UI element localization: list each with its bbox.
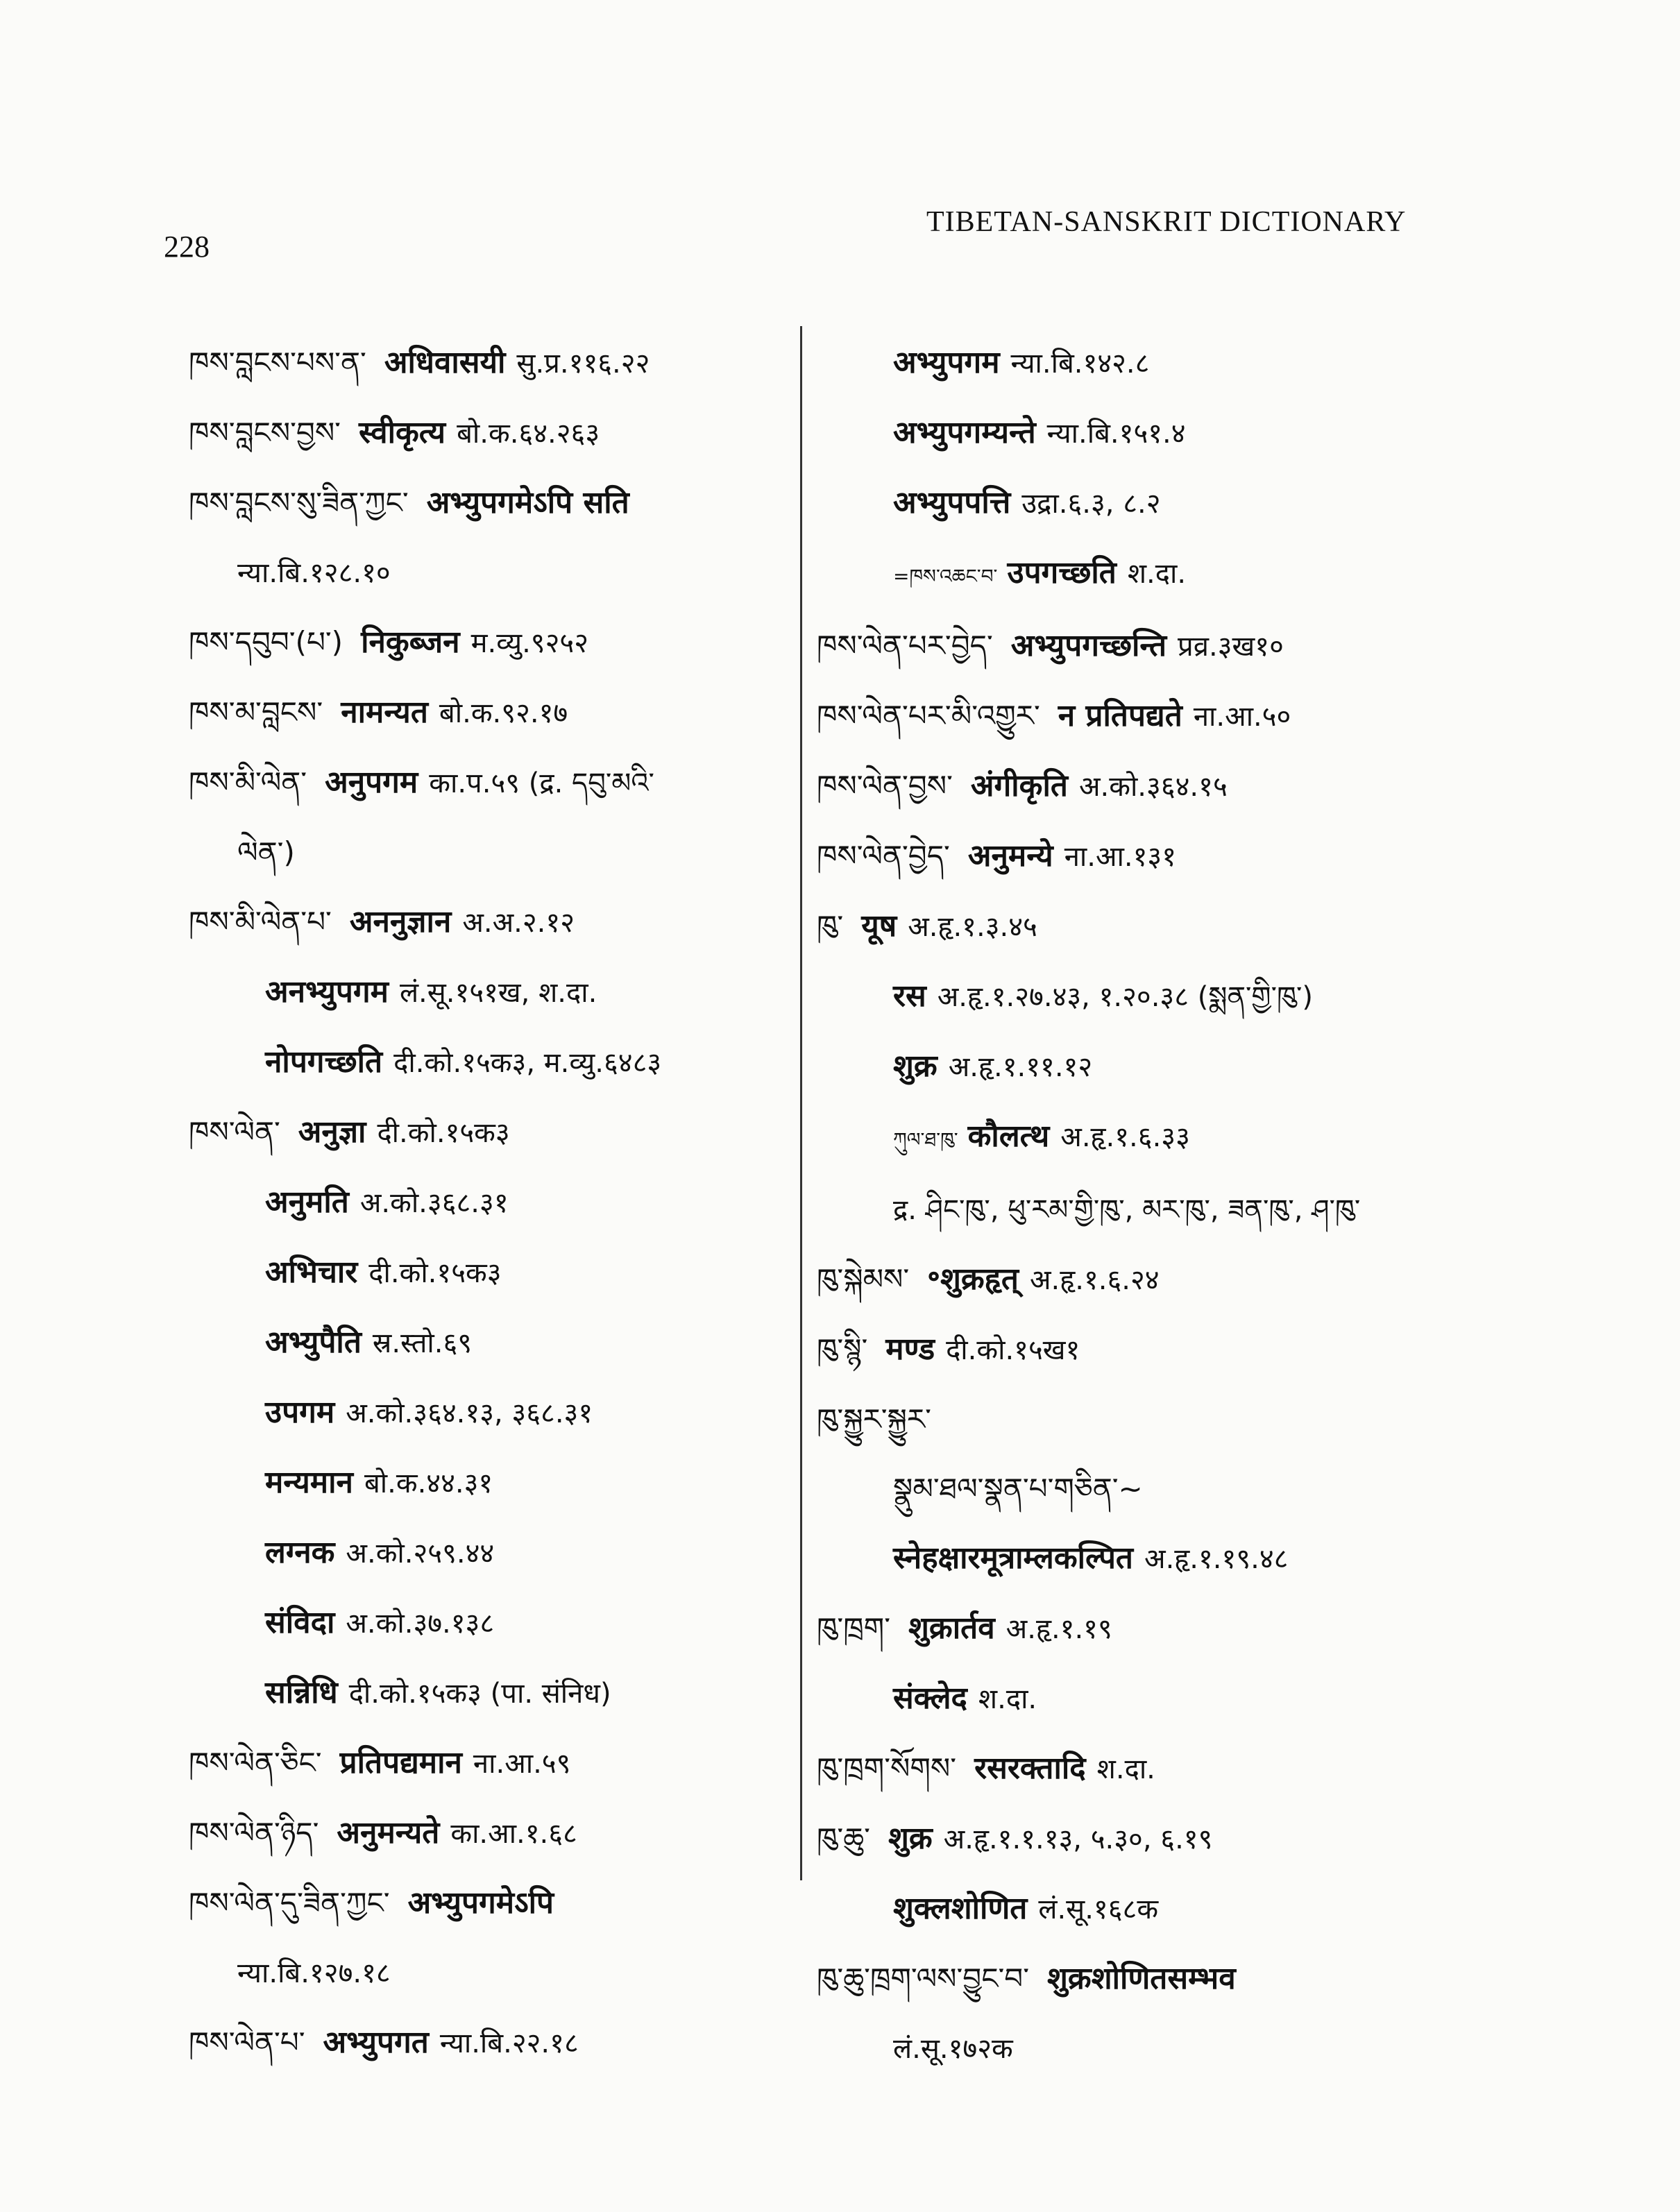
- dictionary-entry: [189, 479, 786, 597]
- entry-headline: [817, 832, 1636, 881]
- dictionary-entry: [817, 1395, 1636, 1583]
- dictionary-entry: [189, 898, 786, 1087]
- tibetan-headword: ཁས་ལེན་ཅིང་: [189, 1746, 322, 1780]
- entry-headline: [189, 479, 786, 527]
- page-number: 228: [164, 230, 210, 264]
- sanskrit-equivalent: रसरक्तादि: [974, 1751, 1086, 1786]
- tibetan-headword: ཁུ་སྐྱུར་སྐྱུར་: [817, 1402, 931, 1436]
- tibetan-headword: ཁས་ལེན་པ་: [189, 2025, 305, 2059]
- entry-headline: [817, 1955, 1636, 2003]
- entry-subline: [189, 1599, 786, 1648]
- dictionary-entry: [817, 692, 1636, 741]
- sanskrit-equivalent: अंगीकृति: [970, 768, 1068, 803]
- sanskrit-equivalent: यूष: [861, 908, 897, 944]
- entry-subline: [189, 1529, 786, 1578]
- dictionary-entry: [189, 409, 786, 458]
- source-reference: न्या.बि.१४२.८: [1010, 348, 1150, 380]
- sanskrit-equivalent: अभ्युपगम्यन्ते: [893, 415, 1036, 450]
- sanskrit-equivalent: अभ्युपगच्छन्ति: [1010, 628, 1167, 663]
- entry-headline: [817, 339, 1636, 388]
- tibetan-headword: ཁུ་ཁྲག་: [817, 1611, 891, 1645]
- source-reference: बो.क.९२.१७: [439, 697, 568, 729]
- sanskrit-equivalent: नोपगच्छति: [265, 1044, 383, 1080]
- sanskrit-equivalent: रस: [893, 978, 926, 1014]
- source-reference: अ.हृ.१.६.२४: [1029, 1264, 1160, 1296]
- sanskrit-equivalent: अनुमन्ये: [967, 838, 1053, 874]
- source-reference: लं.सू.१५१ख, श.दा.: [399, 977, 597, 1009]
- source-reference: दी.को.१५क३, म.व्यु.६४८३: [393, 1047, 662, 1079]
- sanskrit-equivalent: अनुज्ञा: [298, 1114, 366, 1150]
- sanskrit-equivalent: अभ्युपगम: [893, 345, 1000, 380]
- tibetan-headword: ཁུ་སྐེམས་: [817, 1262, 910, 1296]
- sanskrit-equivalent: अनभ्युपगम: [265, 974, 389, 1010]
- source-reference: न्या.बि.१५१.४: [1046, 418, 1186, 450]
- entry-headline: [189, 1739, 786, 1788]
- tibetan-headword: ཁས་ལེན་: [189, 1115, 280, 1149]
- entry-subline: [189, 1038, 786, 1087]
- tibetan-headword: ཁས་ལེན་བྱེད་: [817, 839, 950, 873]
- entry-headline: [817, 1744, 1636, 1794]
- entry-subline: [189, 1318, 786, 1368]
- sanskrit-equivalent: शुक्रशोणितसम्भव: [1047, 1961, 1236, 1996]
- entry-subline: [817, 2024, 1636, 2073]
- tibetan-headword: ཁས་ལེན་པར་བྱེད་: [817, 629, 993, 663]
- entry-subline: [189, 1458, 786, 1508]
- source-reference: लं.सू.१६८क: [1038, 1894, 1159, 1925]
- source-reference: अ.हृ.१.१९: [1006, 1613, 1112, 1645]
- tibetan-headword: ཁས་མ་བླངས་: [189, 695, 323, 729]
- tibetan-headword: ཁས་མི་ལེན་པ་: [189, 905, 332, 939]
- sanskrit-equivalent: प्रतिपद्यमान: [339, 1745, 462, 1780]
- entry-headline: [817, 692, 1636, 741]
- running-head: TIBETAN-SANSKRIT DICTIONARY: [926, 206, 1407, 238]
- source-reference: श.दा.: [1096, 1753, 1155, 1785]
- dictionary-entry: [817, 1255, 1636, 1304]
- dictionary-entry: [817, 339, 1636, 601]
- entry-headline: [817, 622, 1636, 671]
- source-reference: अ.को.३६४.१५: [1078, 771, 1228, 803]
- sanskrit-equivalent: उपगम: [265, 1395, 335, 1430]
- sanskrit-equivalent: अनुमन्यते: [337, 1815, 440, 1851]
- source-reference: न्या.बि.२२.१८: [439, 2027, 579, 2059]
- dictionary-entry: [189, 1739, 786, 1788]
- sanskrit-equivalent: सन्निधि: [265, 1675, 338, 1710]
- entry-headline: [189, 1879, 786, 1928]
- entry-subline: [817, 972, 1636, 1021]
- tibetan-headword: ཁས་ལེན་བྱས་: [817, 769, 953, 803]
- tibetan-headword: ལེན་): [237, 835, 295, 869]
- source-reference: अ.हृ.१.११.१२: [948, 1051, 1093, 1083]
- tibetan-headword: ཁུ་: [817, 909, 844, 943]
- entry-subline: [817, 1185, 1636, 1234]
- tibetan-headword: ཁས་བླངས་པས་ན་: [189, 346, 366, 380]
- sanskrit-equivalent: लग्नक: [265, 1535, 335, 1570]
- source-reference: न्या.बि.१२७.१८: [237, 1957, 391, 1989]
- entry-subline: [189, 968, 786, 1017]
- tibetan-headword: ཁས་ལེན་ཉིད་: [189, 1816, 319, 1850]
- dictionary-entry: [189, 1108, 786, 1718]
- tibetan-headword: ཁུ་ཆུ་: [817, 1821, 870, 1855]
- entry-subline: [189, 1248, 786, 1298]
- source-reference: अ.हृ.१.६.३३: [1060, 1121, 1190, 1153]
- dictionary-entry: [817, 1604, 1636, 1724]
- entry-subline: [189, 1669, 786, 1718]
- tibetan-headword: ཁུ་སྙི་: [817, 1332, 868, 1366]
- tibetan-headword: ཁས་བླངས་སུ་ཟིན་ཀྱང་: [189, 486, 409, 520]
- sanskrit-equivalent: शुक्र: [888, 1821, 933, 1856]
- sanskrit-equivalent: अभ्युपपत्ति: [893, 485, 1011, 520]
- entry-subline: [189, 1178, 786, 1227]
- sanskrit-equivalent: निकुब्जन: [361, 624, 460, 660]
- dictionary-entry: [817, 832, 1636, 881]
- tibetan-headword: ཁུ་ཆུ་ཁྲག་ལས་བྱུང་བ་: [817, 1962, 1030, 1996]
- tibetan-headword: ཁས་དབུབ་(པ་): [189, 625, 343, 659]
- sanskrit-equivalent: अभ्युपगमेऽपि सति: [426, 485, 629, 520]
- entry-subline: [817, 1674, 1636, 1724]
- entry-subline: [817, 1465, 1636, 1513]
- entry-headline: [817, 1604, 1636, 1653]
- sanskrit-equivalent: स्वीकृत्य: [359, 415, 446, 450]
- entry-subline: [817, 549, 1636, 601]
- dictionary-entry: [817, 1814, 1636, 1934]
- entry-subline: [817, 1534, 1636, 1583]
- sanskrit-equivalent: अभिचार: [265, 1254, 358, 1290]
- column-divider: [800, 326, 802, 1880]
- entry-headline: [189, 758, 786, 808]
- sanskrit-equivalent: न प्रतिपद्यते: [1058, 698, 1182, 733]
- source-reference: श.दा.: [978, 1683, 1037, 1715]
- entry-headline: [189, 2018, 786, 2068]
- entry-subline: [817, 1885, 1636, 1934]
- right-column: [817, 339, 1636, 2094]
- sanskrit-equivalent: अभ्युपगत: [323, 2025, 429, 2060]
- source-reference: का.प.५९ (द्र. དབུ་མའི་: [429, 767, 654, 799]
- sanskrit-equivalent: संविदा: [265, 1605, 335, 1640]
- source-reference: ना.आ.५९: [473, 1748, 571, 1780]
- entry-subline: [817, 1042, 1636, 1091]
- tibetan-headword: སྣུམ་ཐལ་སྣན་པ་གཅིན་~: [893, 1472, 1143, 1506]
- source-reference: न्या.बि.१२८.१०: [237, 557, 391, 589]
- sanskrit-equivalent: ॰शुक्रहृत्: [927, 1261, 1019, 1297]
- dictionary-entry: [817, 1744, 1636, 1794]
- source-reference: दी.को.१५क३: [368, 1257, 502, 1289]
- sanskrit-equivalent: कौलत्थ: [967, 1118, 1050, 1154]
- tibetan-headword: ཁས་བླངས་བྱས་: [189, 416, 341, 450]
- entry-headline: [189, 339, 786, 388]
- source-reference: अ.अ.२.१२: [462, 907, 575, 939]
- dictionary-entry: [189, 1809, 786, 1858]
- source-reference: उद्रा.६.३, ८.२: [1021, 488, 1161, 520]
- source-reference: अ.को.३६८.३१: [359, 1187, 509, 1219]
- sanskrit-equivalent: मण्ड: [885, 1332, 935, 1367]
- sanskrit-equivalent: अनुमति: [265, 1184, 349, 1220]
- source-reference: द्र. ཤིང་ཁུ་, ཕུ་རམ་གྱི་ཁུ་, མར་ཁུ་, ཟན་ཁུ་, ཤ་ཁུ་: [893, 1194, 1361, 1226]
- entry-subline: [817, 409, 1636, 458]
- source-reference: लं.सू.१७२क: [893, 2033, 1013, 2065]
- entry-headline: [817, 1395, 1636, 1444]
- entry-headline: [189, 1809, 786, 1858]
- tibetan-headword: ཁས་མི་ལེན་: [189, 765, 307, 799]
- entry-headline: [189, 1108, 786, 1157]
- dictionary-entry: [189, 1879, 786, 1998]
- entry-subline: [189, 1388, 786, 1438]
- entry-headline: [189, 618, 786, 667]
- dictionary-entry: [817, 902, 1636, 1234]
- tibetan-note: ཀུལ་ཐ་ཁུ་: [893, 1128, 958, 1151]
- entry-headline: [189, 898, 786, 947]
- entry-subline: [189, 828, 786, 877]
- entry-subline: [817, 1112, 1636, 1164]
- dictionary-entry: [817, 1325, 1636, 1375]
- entry-headline: [189, 409, 786, 458]
- entry-headline: [817, 902, 1636, 951]
- entry-subline: [189, 548, 786, 597]
- source-reference: बो.क.४४.३१: [364, 1467, 493, 1499]
- source-reference: अ.हृ.१.३.४५: [908, 911, 1037, 943]
- source-reference: अ.हृ.१.१.१३, ५.३०, ६.१९: [943, 1823, 1213, 1855]
- source-reference: अ.हृ.१.२७.४३, १.२०.३८ (སྨན་གྱི་ཁུ་): [937, 981, 1313, 1013]
- dictionary-entry: [189, 618, 786, 667]
- sanskrit-equivalent: अननुज्ञान: [349, 904, 452, 939]
- source-reference: दी.को.१५ख१: [946, 1334, 1080, 1366]
- source-reference: अ.को.३६४.१३, ३६८.३१: [346, 1397, 593, 1429]
- dictionary-entry: [189, 339, 786, 388]
- sanskrit-equivalent: शुक्रार्तव: [908, 1610, 995, 1646]
- entry-headline: [817, 1255, 1636, 1304]
- entry-subline: [189, 1948, 786, 1998]
- tibetan-headword: ཁས་ལེན་དུ་ཟིན་ཀྱང་: [189, 1886, 390, 1920]
- entry-headline: [817, 1325, 1636, 1375]
- sanskrit-equivalent: मन्यमान: [265, 1465, 353, 1500]
- source-reference: ना.आ.१३१: [1064, 841, 1176, 873]
- source-reference: अ.हृ.१.१९.४८: [1144, 1543, 1289, 1575]
- source-reference: ना.आ.५०: [1193, 701, 1291, 733]
- left-column: [189, 339, 786, 2088]
- sanskrit-equivalent: स्नेहक्षारमूत्राम्लकल्पित: [893, 1540, 1134, 1576]
- sanskrit-equivalent: नामन्यत: [341, 695, 428, 730]
- source-reference: का.आ.१.६८: [450, 1818, 577, 1850]
- source-reference: अ.को.३७.१३८: [346, 1608, 495, 1640]
- sanskrit-equivalent: संक्लेद: [893, 1681, 967, 1716]
- tibetan-headword: ཁུ་ཁྲག་སོགས་: [817, 1751, 957, 1785]
- source-reference: म.व्यु.९२५२: [470, 627, 588, 659]
- tibetan-note: =ཁས་འཆང་བ་: [893, 565, 998, 588]
- sanskrit-equivalent: अभ्युपैति: [265, 1325, 362, 1360]
- sanskrit-equivalent: उपगच्छति: [1007, 555, 1117, 590]
- source-reference: सु.प्र.११६.२२: [516, 348, 650, 380]
- tibetan-headword: ཁས་ལེན་པར་མི་འགྱུར་: [817, 699, 1040, 733]
- source-reference: स्र.स्तो.६९: [372, 1327, 473, 1359]
- entry-subline: [817, 479, 1636, 528]
- sanskrit-equivalent: अधिवासयी: [384, 345, 506, 380]
- sanskrit-equivalent: शुक्लशोणित: [893, 1891, 1028, 1926]
- entry-headline: [189, 688, 786, 738]
- entry-headline: [817, 1814, 1636, 1864]
- entry-headline: [817, 762, 1636, 811]
- dictionary-entry: [817, 622, 1636, 671]
- dictionary-entry: [189, 758, 786, 877]
- dictionary-entry: [817, 762, 1636, 811]
- source-reference: अ.को.२५९.४४: [346, 1538, 495, 1569]
- sanskrit-equivalent: अभ्युपगमेऽपि: [407, 1885, 554, 1921]
- source-reference: दी.को.१५क३ (पा. संनिध): [348, 1678, 611, 1710]
- dictionary-entry: [189, 688, 786, 738]
- source-reference: बो.क.६४.२६३: [457, 418, 600, 450]
- source-reference: प्रव्र.३ख१०: [1178, 631, 1284, 663]
- sanskrit-equivalent: अनुपगम: [325, 765, 418, 800]
- dictionary-entry: [817, 1955, 1636, 2073]
- dictionary-entry: [189, 2018, 786, 2068]
- source-reference: दी.को.१५क३: [377, 1117, 510, 1149]
- sanskrit-equivalent: शुक्र: [893, 1048, 937, 1084]
- source-reference: श.दा.: [1127, 558, 1187, 590]
